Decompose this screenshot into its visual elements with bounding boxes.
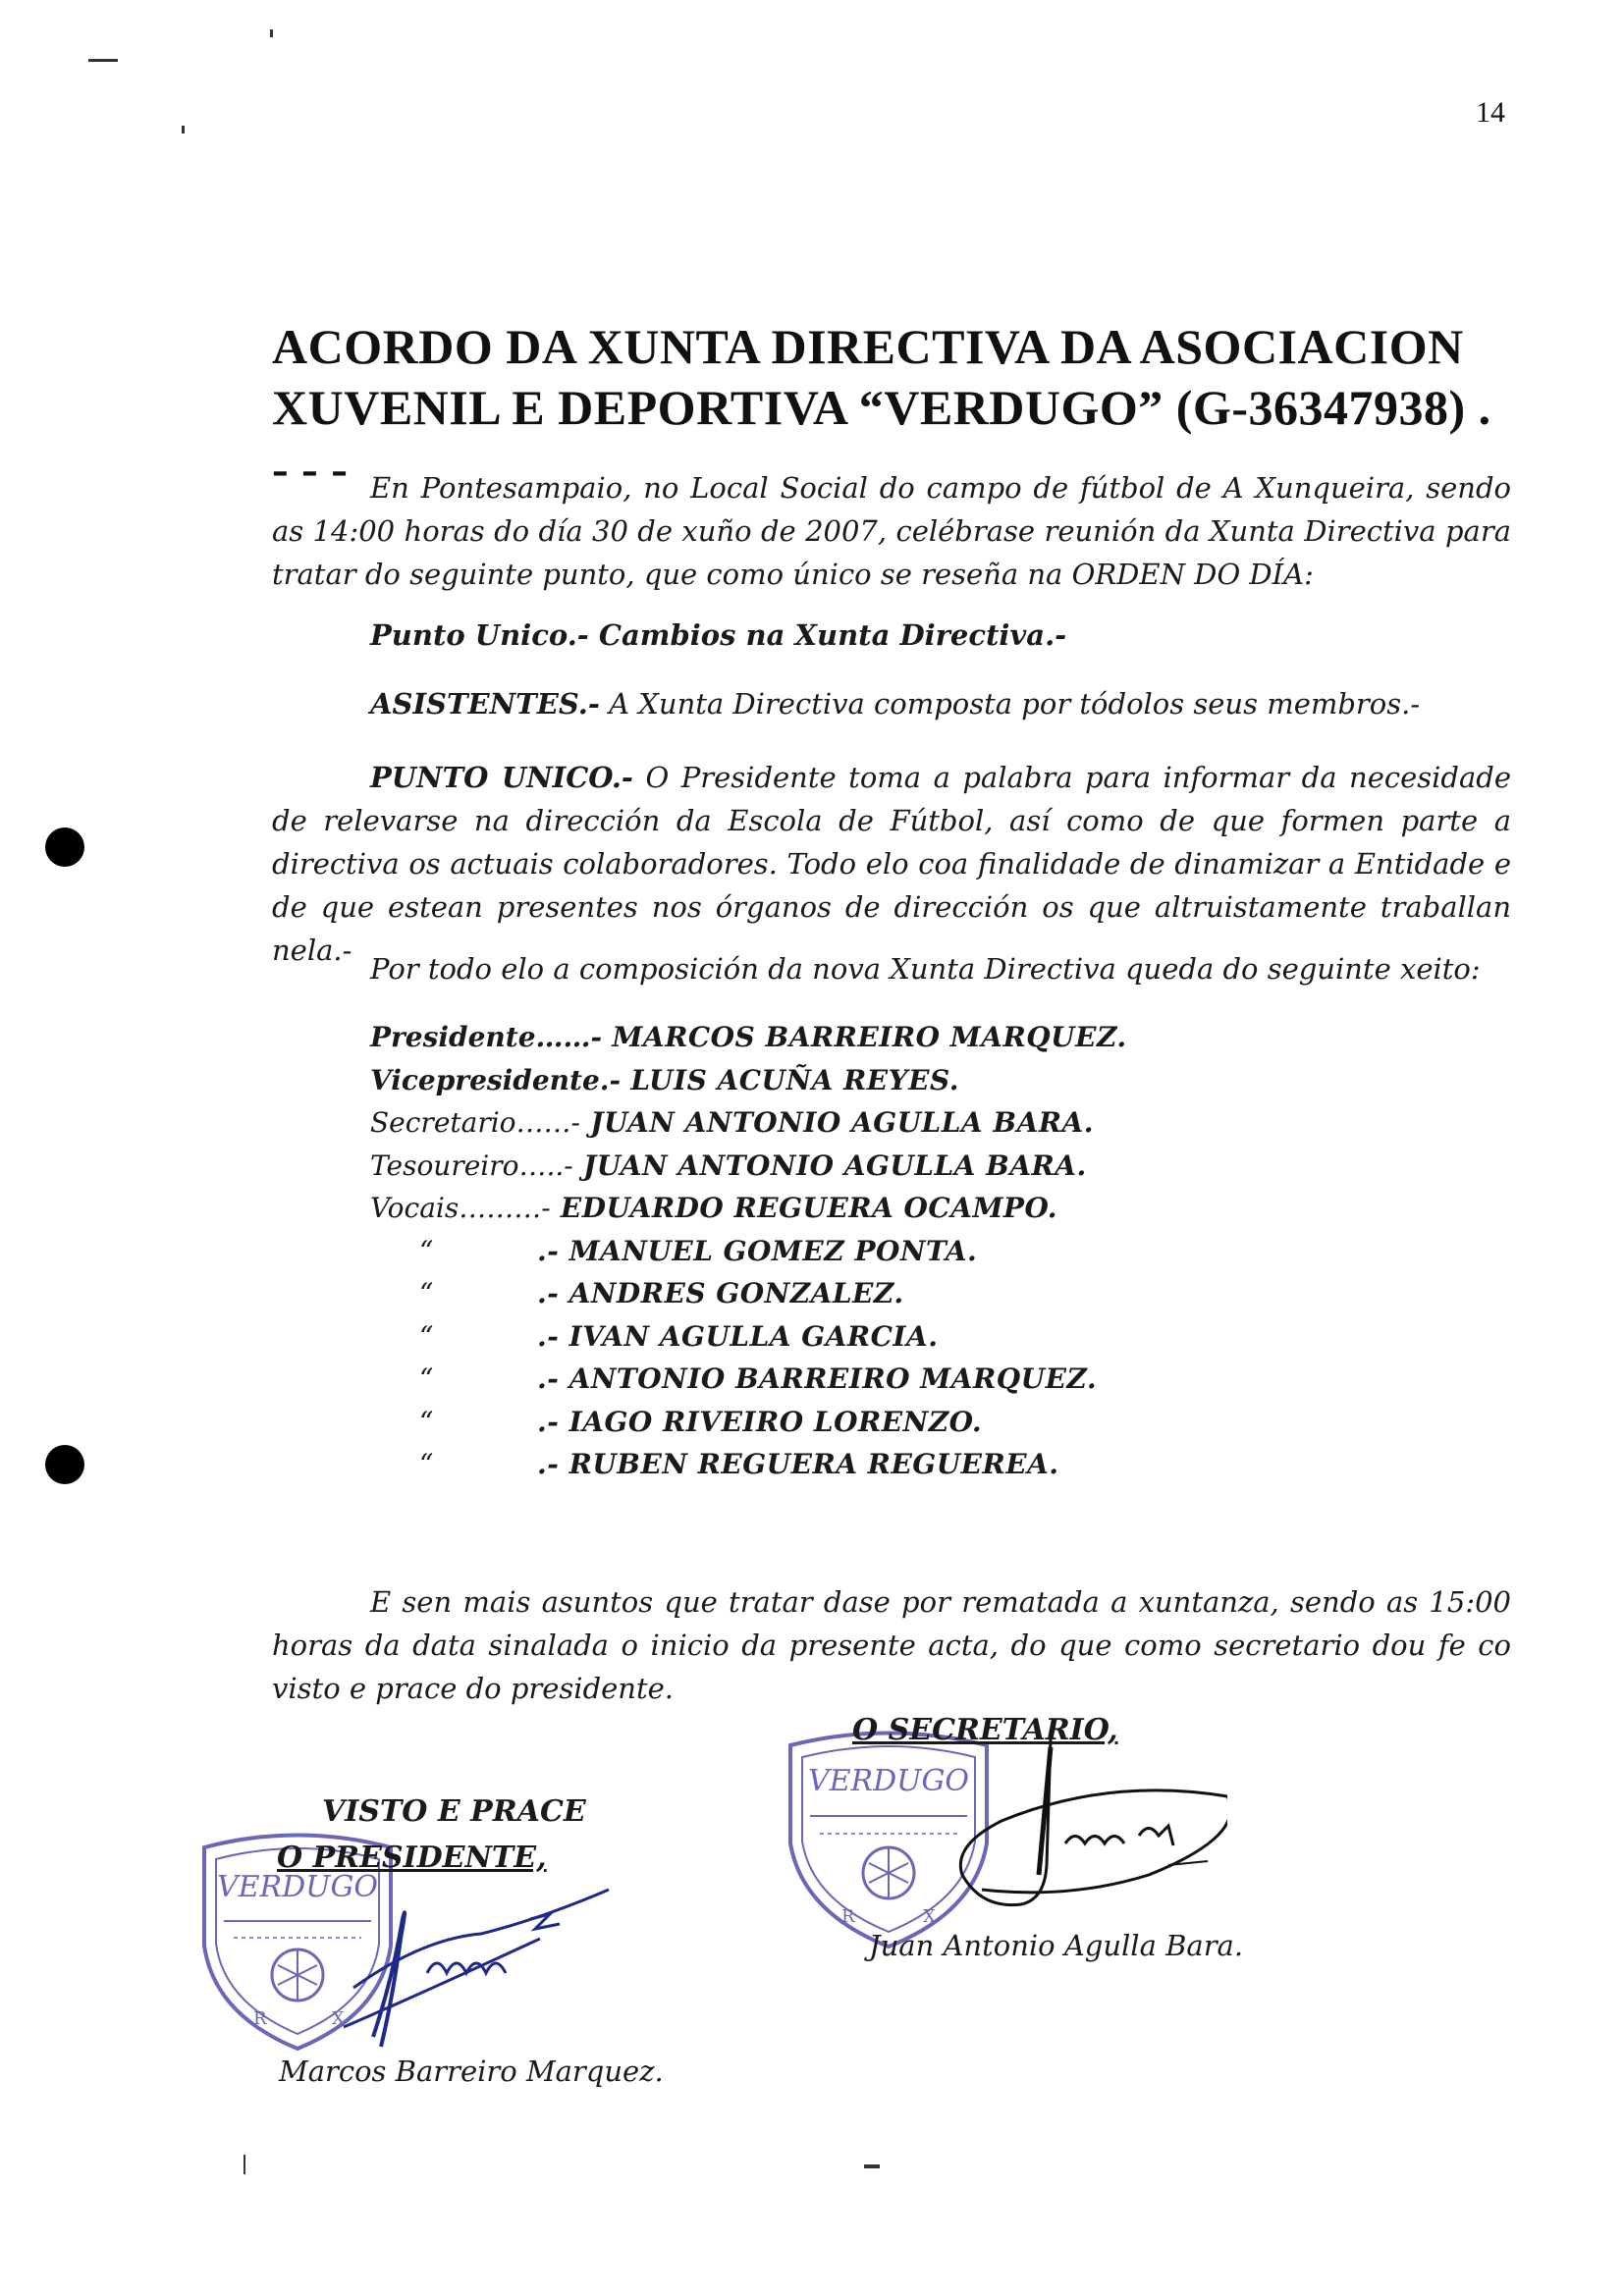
roster-name: .- IAGO RIVEIRO LORENZO. [537,1405,983,1438]
ditto-mark: “ [419,1405,434,1438]
closing-paragraph: E sen mais asuntos que tratar dase por rematada a xuntanza, sendo as 15:00 horas da data sinalada o inicio da presente acta, do que como secretario dou fe co visto e prace do presidente. [272,1585,1511,1705]
roster-row-vocal [370,1272,1127,1315]
roster-name: .- ANTONIO BARREIRO MARQUEZ. [537,1362,1098,1395]
svg-text:R: R [253,2008,267,2029]
punch-hole-top [45,828,84,867]
ditto-mark: “ [419,1448,434,1480]
scan-mark [270,29,273,37]
visto-prace: VISTO E PRACE [322,1794,586,1829]
scan-mark [88,59,118,62]
roster-name: JUAN ANTONIO AGULLA BARA. [580,1106,1095,1139]
roster-row-vocais [370,1187,1127,1230]
attendees-label: ASISTENTES.- [370,687,600,721]
agenda-label: Punto Unico.- [370,618,589,652]
svg-text:VERDUGO: VERDUGO [807,1764,970,1798]
punto-unico-text: O Presidente toma a palabra para informar da necesidade de relevarse na dirección da Escola de Fútbol, así como de que formen parte a directiva os actuais colaboradores. Todo elo coa finalidade de dinamizar a Entidade e de que estean presentes nos órganos de dirección os que altruistamente traballan nela.- [272,761,1511,967]
secretary-signature [854,1728,1227,1924]
ditto-mark: “ [419,1362,434,1395]
scan-mark [182,126,185,133]
roster-role: Tesoureiro…..- [370,1148,573,1182]
roster-row-tesoureiro [370,1145,1127,1188]
roster-row-vocal [370,1401,1127,1444]
roster-name: .- ANDRES GONZALEZ. [537,1277,904,1309]
ditto-mark: “ [419,1277,434,1309]
roster-row-vicepresidente [370,1059,1127,1102]
stamp-text: VERDUGO [216,1870,379,1904]
roster-role: Vocais………- [370,1192,551,1224]
roster-row-presidente [370,1016,1127,1059]
agenda-line [370,618,1066,652]
roster-row-vocal [370,1315,1127,1359]
secretary-name: Juan Antonio Agulla Bara. [869,1929,1244,1962]
scan-mark [244,2155,245,2174]
roster-name: EDUARDO REGUERA OCAMPO. [550,1192,1057,1224]
secretary-title: O SECRETARIO, [852,1713,1118,1747]
board-roster [370,1016,1127,1486]
roster-row-vocal [370,1230,1127,1273]
president-title: O PRESIDENTE, [277,1841,547,1875]
roster-name: LUIS ACUÑA REYES. [621,1063,959,1096]
punch-hole-bottom [45,1445,84,1484]
roster-name: MARCOS BARREIRO MARQUEZ. [602,1021,1127,1053]
agenda-text: Cambios na Xunta Directiva.- [588,618,1067,652]
document-title: ACORDO DA XUNTA DIRECTIVA DA ASOCIACION XUVENIL E DEPORTIVA “VERDUGO” (G-36347938) . - - - [272,319,1491,496]
president-name: Marcos Barreiro Marquez. [279,2055,664,2088]
punto-unico-label: PUNTO UNICO.- [370,761,633,794]
attendees-line [370,687,1420,721]
roster-role: Presidente……- [370,1021,603,1053]
roster-name: JUAN ANTONIO AGULLA BARA. [572,1148,1087,1182]
attendees-text: A Xunta Directiva composta por tódolos seus membros.- [599,687,1421,721]
svg-text:X: X [332,2008,345,2029]
ditto-mark: “ [419,1234,434,1267]
roster-name: .- RUBEN REGUERA REGUEREA. [537,1448,1059,1480]
roster-role: Secretario……- [370,1106,580,1139]
composition-intro: Por todo elo a composición da nova Xunta Directiva queda do seguinte xeito: [370,952,1481,986]
punto-unico-paragraph [272,756,1511,972]
svg-text:R: R [841,1906,855,1927]
roster-name: .- MANUEL GOMEZ PONTA. [537,1234,978,1267]
intro-paragraph: En Pontesampaio, no Local Social do campo de fútbol de A Xunqueira, sendo as 14:00 horas do día 30 de xuño de 2007, celébrase reunión da Xunta Directiva para tratar do seguinte punto, que como único se reseña na ORDEN DO DÍA: [272,471,1511,591]
roster-row-vocal [370,1443,1127,1486]
roster-row-vocal [370,1358,1127,1401]
roster-name: .- IVAN AGULLA GARCIA. [537,1319,939,1353]
ditto-mark: “ [419,1319,434,1353]
roster-row-secretario [370,1101,1127,1145]
svg-text:X: X [923,1906,936,1927]
roster-role: Vicepresidente.- [370,1063,622,1096]
page-number: 14 [1476,96,1505,129]
president-signature [334,1880,628,2056]
scan-mark [864,2164,880,2168]
